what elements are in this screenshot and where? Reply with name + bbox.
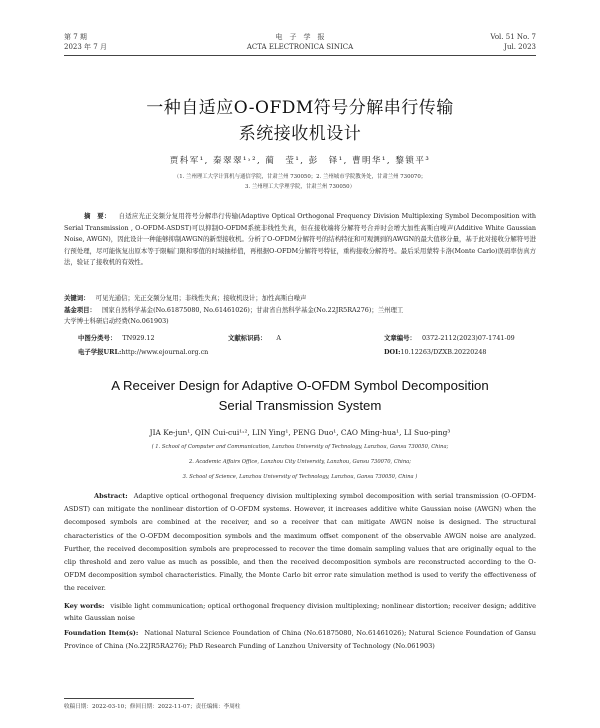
chinese-authors: 贾科军¹, 秦翠翠¹˒², 蔺 莹¹, 彭 铎¹, 曹明华¹, 黎锁平³ [169,156,431,166]
journal-url-link[interactable]: http://www.ejournal.org.cn [121,348,209,356]
english-authors: JIA Ke-jun¹, QIN Cui-cui¹˒², LIN Ying¹, PENG Duo¹, CAO Ming-hua¹, LI Suo-ping³ [149,428,451,437]
chinese-affiliations: （1. 兰州理工大学计算机与通信学院，甘肃兰州 730050；2. 兰州城市学院教务处，甘肃兰州 730070； 3. 兰州理工大学理学院，甘肃兰州 730050） [173,174,427,190]
english-foundation: Foundation Item(s): National Natural Science Foundation of China (No.61875080, No.61461026); Natural Science Foundation of Gansu Province of China (No.22JR5RA276); PhD Research Funding of Lanzhou University of Technology (No.061903) [64,629,536,650]
received-dates: 收稿日期：2022-03-10；修回日期：2022-11-07；责任编辑：李周柱 [64,704,241,710]
english-affiliations: ( 1. School of Computer and Communication, Lanzhou University of Technology, Lanzhou, Gansu 730050, China; 2. Academic Affairs Office, Lanzhou City University, Lanzhou, Gansu 730070, China; 3. School of Science, Lanzhou University of Technology, Lanzhou, Gansu 730050, China ) [151,444,449,480]
english-keywords: Key words: visible light communication; optical orthogonal frequency division multiplexing; nonlinear distortion; receiver design; additive white Gaussian noise [64,602,536,623]
chinese-keywords: 关键词： 可见光通信；光正交频分复用；非线性失真；接收机设计；加性高斯白噪声 [64,294,307,302]
volume-info: Vol. 51 No. 7 Jul. 2023 [490,33,536,51]
chinese-abstract [64,211,536,269]
footnote-divider [64,698,194,699]
chinese-fund: 基金项目： 国家自然科学基金(No.61875080, No.61461026)；甘肃省自然科学基金(No.22JR5RA276)；兰州理工 大学博士科研启动经费(No.061903) [64,306,404,325]
journal-name: 电 子 学 报 ACTA ELECTRONICA SINICA [246,33,354,51]
abstract-text: 自适应光正交频分复用符号分解串行传输(Adaptive Optical Orthogonal Frequency Division Multiplexing Symbol Decomposition with Serial Transmission , O-OFDM-ASDST)可以抑制O-OFDM系统非线性失真，但在接收端将分解符号合并时会增大加性高斯白噪声(Additive White Gaussian Noise, AWGN)，因此设计一种能够抑制AWGN的新型接收机。分析了O-OFDM分解符号的结构特征和可观测到的AWGN的最大值移分量，基于此对接收分解符号进行预处理，尽可能恢复出原本等于限幅门限和零值的时域抽样值，再根据O-OFDM分解符号特征，重构接收分解符号。最后采用蒙特卡洛(Monte Carlo)误码率仿真方法，验证了接收机的有效性。 [64,212,536,267]
chinese-title: 一种自适应O-OFDM符号分解串行传输 系统接收机设计 [146,98,454,144]
journal-page: 第 7 期 2023 年 7 月 电 子 学 报 ACTA ELECTRONICA SINICA Vol. 51 No. 7 Jul. 2023 一种自适应O-OFDM符号分解串行传输 系统接收机设计 贾科军¹, 秦翠翠¹˒², 蔺 莹¹, 彭 铎¹, 曹明华¹, 黎锁平³ （1. 兰州理工大学计算机与通信学院，甘肃兰州 730050；2. 兰州城市学院教务处，甘肃兰州 730070； 3. 兰州理工大学理学院，甘肃兰州 730050） 摘 要： 自适应光正交频分复用符号分解串行传输(Adaptive Optical Orthogonal Frequency Division Multiplexing Symbol Decomposition with Serial Transmission , O-OFDM-ASDST)可以抑制O-OFDM系统非线性失真，但在接收端将分解符号合并时会增大加性高斯白噪声(Additive White Gaussian Noise, AWGN)，因此设计一种能够抑制AWGN的新型接收机。分析了O-OFDM分解符号的结构特征和可观测到的AWGN的最大值移分量，基于此对接收分解符号进行预处理，尽可能恢复出原本等于限幅门限和零值的时域抽样值，再根据O-OFDM分解符号特征，重构接收分解符号。最后采用蒙特卡洛(Monte Carlo)误码率仿真方法，验证了接收机的有效性。 关键词： 可见光通信；光正交频分复用；非线性失真；接收机设计；加性高斯白噪声 基金项目： 国家自然科学基金(No.61875080, No.61461026)；甘肃省自然科学基金(No.22JR5RA276)；兰州理工 大学博士科研启动经费(No.061903) 中图分类号： TN929.12 文献标识码： A 文章编号： 0372-2112(2023)07-1741-09 电子学报URL:http://www.ejournal.org.cn DOI:10.12263/DZXB.20220248 A Receiver Design for Adaptive O-OFDM Symbol Decomposition Serial Transmission System JIA Ke-jun¹, QIN Cui-cui¹˒², LIN Ying¹, PENG Duo¹, CAO Ming-hua¹, LI Suo-ping³ ( 1. School of Computer and Communication, Lanzhou University of Technology, Lanzhou, Gansu 730050, China; 2. Academic Affairs Office, Lanzhou City University, Lanzhou, Gansu 730070, China; 3. School of Science, Lanzhou University of Technology, Lanzhou, Gansu 730050, China ) Abstract: Adaptive optical orthogonal frequency division multiplexing symbol decomposition with serial transmission (O-OFDM-ASDST) can mitigate the nonlinear distortion of O-OFDM systems. However, it increases additive white Gaussian noise (AWGN) when the decomposed symbols are combined at the receiver, and so a receiver that can mitigate AWGN noise is designed. The structural characteristics of the O-OFDM decomposition symbols and the maximum offset component of the observable AWGN noise are analyzed. Further, the received decomposition symbols are preprocessed to recover the time domain sampling values that are originally equal to the clip threshold and zero value as much as possible, and then the received decomposition symbols are reconstructed according to the O-OFDM decomposition symbol characteristics. Finally, the Monte Carlo bit error rate simulation method is used to verify the effectiveness of the receiver. Key words: visible light communication; optical orthogonal frequency division multiplexing; nonlinear distortion; receiver design; additive white Gaussian noise Foundation Item(s): National Natural Science Foundation of China (No.61875080, No.61461026); Natural Science Foundation of Gansu Province of China (No.22JR5RA276); PhD Research Funding of Lanzhou University of Technology (No.061903) 收稿日期：2022-03-10；修回日期：2022-11-07；责任编辑：李周柱 [0,0,600,728]
english-abstract: Abstract: Adaptive optical orthogonal frequency division multiplexing symbol decomposition with serial transmission (O-OFDM-ASDST) can mitigate the nonlinear distortion of O-OFDM systems. However, it increases additive white Gaussian noise (AWGN) when the decomposed symbols are combined at the receiver, and so a receiver that can mitigate AWGN noise is designed. The structural characteristics of the O-OFDM decomposition symbols and the maximum offset component of the observable AWGN noise are analyzed. Further, the received decomposition symbols are preprocessed to recover the time domain sampling values that are originally equal to the clip threshold and zero value as much as possible, and then the received decomposition symbols are reconstructed according to the O-OFDM decomposition symbol characteristics. Finally, the Monte Carlo bit error rate simulation method is used to verify the effectiveness of the receiver. [64,492,536,593]
english-title: A Receiver Design for Adaptive O-OFDM Symbol Decomposition Serial Transmission System [111,378,489,413]
doi-link[interactable]: 10.12263/DZXB.20220248 [400,348,487,356]
issue-info: 第 7 期 2023 年 7 月 [64,33,107,51]
header-divider [64,55,536,56]
abstract-label: 摘 要： [84,212,111,220]
